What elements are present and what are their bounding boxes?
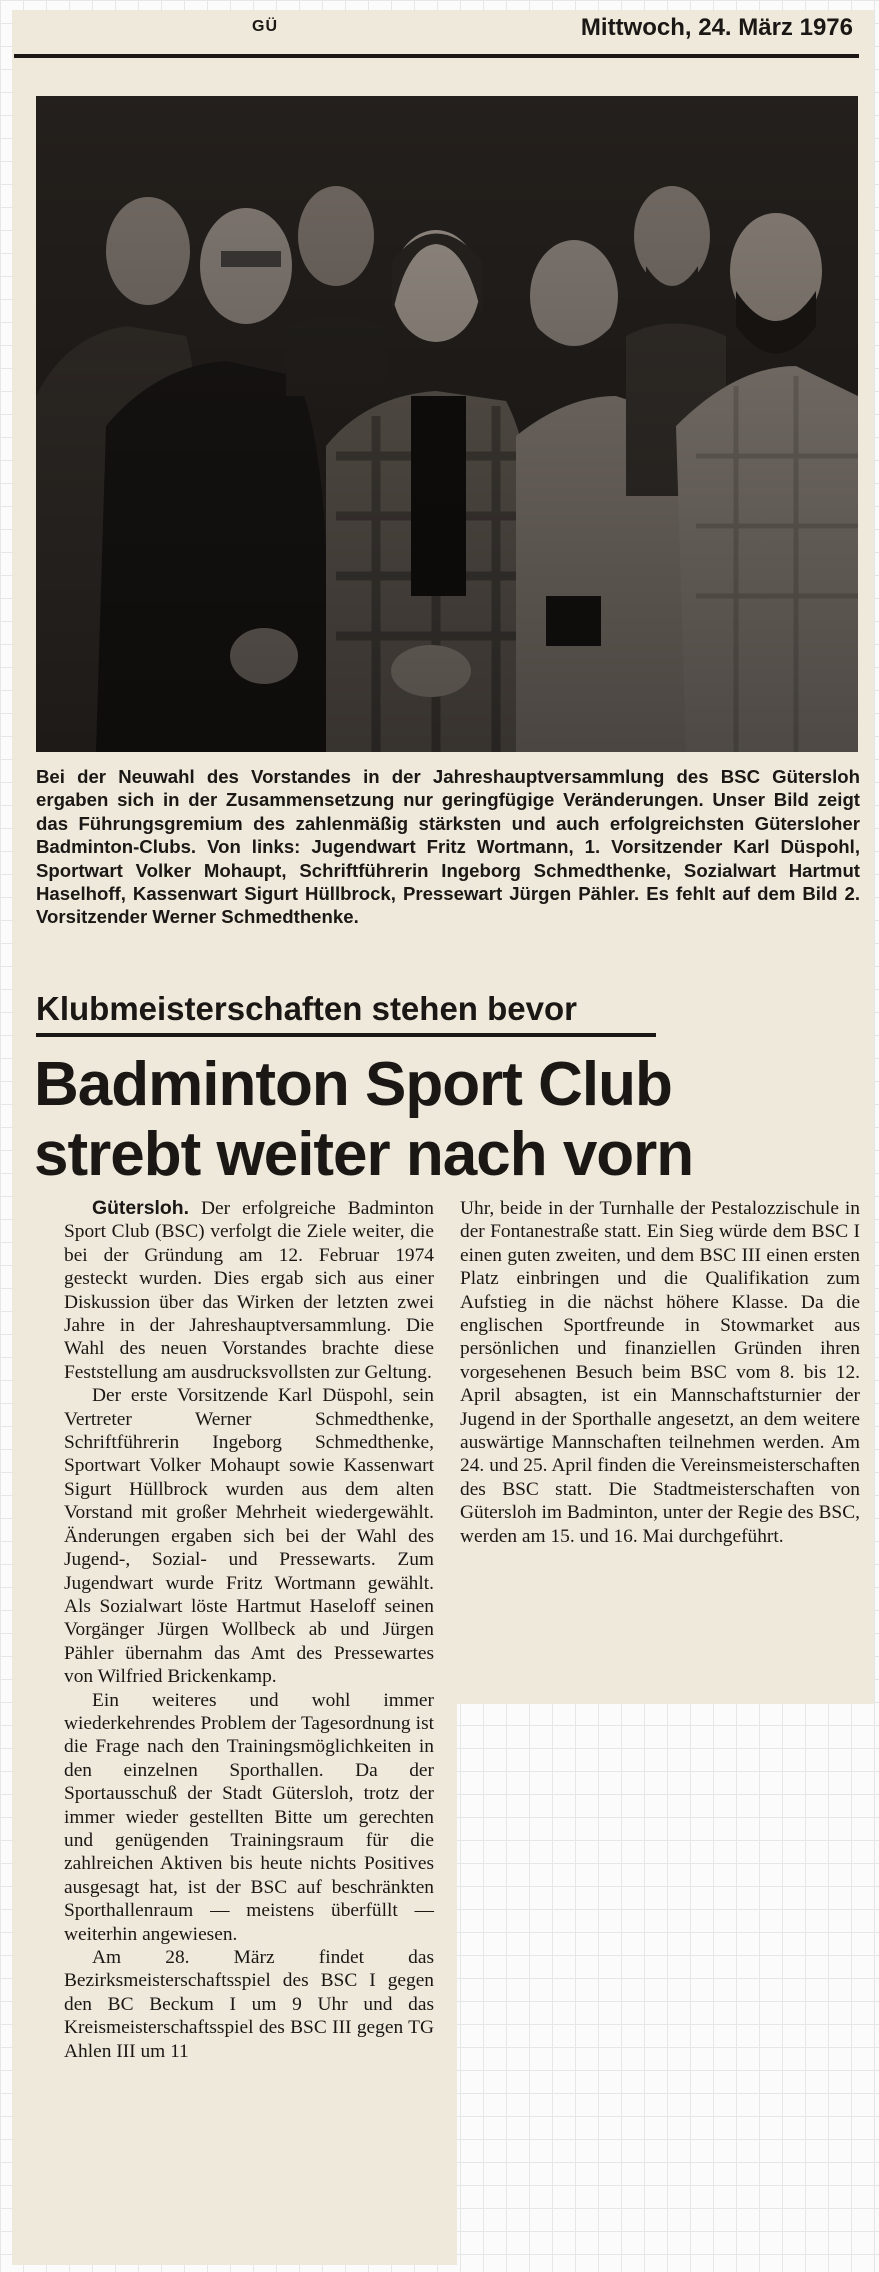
headline-line-2: strebt weiter nach vorn (34, 1120, 694, 1189)
paragraph-1 (64, 1197, 434, 1384)
paragraph-3: Ein weiteres und wohl immer wiederkehrendes Problem der Tagesordnung ist die Frage nach den Trainingsmöglichkeiten in den einzelnen Sporthallen. Da der Sportausschuß der Stadt Gütersloh, trotz der immer wieder gestellten Bitte um gerechten und genügenden Trainingsraum für die zahlreichen Aktiven bis heute nichts Positives ausgesagt hat, ist der BSC auf beschränkten Sporthallenraum — meistens überfüllt — weiterhin angewiesen. (64, 1689, 434, 1945)
photo-caption: Bei der Neuwahl des Vorstandes in der Jahreshauptversammlung des BSC Gütersloh ergaben sich in der Zusammensetzung nur geringfügige Veränderungen. Unser Bild zeigt das Führungsgremium des zahlenmäßig stärksten und auch erfolgreichsten Gütersloher Badminton-Clubs. Von links: Jugendwart Fritz Wortmann, 1. Vorsitzender Karl Düspohl, Sportwart Volker Mohaupt, Schriftführerin Ingeborg Schmedthenke, Sozialwart Hartmut Haselhoff, Kassenwart Sigurt Hüllbrock, Pressewart Jürgen Pähler. Es fehlt auf dem Bild 2. Vorsitzender Werner Schmedthenke. (36, 766, 860, 928)
masthead (14, 14, 859, 58)
team-photo-image (36, 96, 858, 752)
article-column-2 (460, 1197, 860, 1548)
article-headline (34, 1050, 864, 1190)
article-kicker: Klubmeisterschaften stehen bevor (36, 990, 656, 1037)
team-photo (36, 96, 858, 752)
dateline: Gütersloh. (92, 1197, 189, 1219)
paragraph-2: Der erste Vorsitzende Karl Düspohl, sein Vertreter Werner Schmedthenke, Schriftführerin Ingeborg Schmedthenke, Sportwart Volker Mohaupt sowie Kassenwart Sigurt Hüllbrock wurden aus dem alten Vorstand mit großer Mehrheit wiedergewählt. Änderungen ergaben sich bei der Wahl des Jugend-, Sozial- und Pressewarts. Zum Jugendwart wurde Fritz Wortmann gewählt. Als Sozialwart löste Hartmut Haseloff seinen Vorgänger Jürgen Wollbeck ab und Jürgen Pähler übernahm das Amt des Pressewartes von Wilfried Brickenkamp. (64, 1385, 434, 1688)
headline-line-1: Badminton Sport Club (34, 1050, 672, 1119)
paragraph-4: Am 28. März findet das Bezirksmeisterschaftsspiel des BSC I gegen den BC Beckum I um 9 Uhr und das Kreismeisterschaftsspiel des BSC III gegen TG Ahlen III um 11 (64, 1947, 434, 2062)
paragraph-5: Uhr, beide in der Turnhalle der Pestalozzischule in der Fontanestraße statt. Ein Sieg würde dem BSC I einen guten zweiten, und dem BSC III einen ersten Platz einbringen und die Qualifikation zum Aufstieg in die nächst höhere Klasse. Da die englischen Sportfreunde in Stowmarket aus persönlichen und finanziellen Gründen ihren vorgesehenen Besuch beim BSC vom 8. bis 12. April absagten, ist ein Mannschaftsturnier der Jugend in der Sporthalle angesetzt, an dem weitere auswärtige Mannschaften teilnehmen werden. Am 24. und 25. April finden die Vereinsmeisterschaften des BSC statt. Die Stadtmeisterschaften von Gütersloh im Badminton, unter der Regie des BSC, werden am 15. und 16. Mai durchgeführt. (460, 1198, 860, 1547)
article-column-1 (64, 1197, 434, 2063)
issue-date: Mittwoch, 24. März 1976 (580, 14, 853, 41)
page-marker: GÜ (252, 18, 278, 35)
paragraph-1-text: Der erfolgreiche Badminton Sport Club (BSC) verfolgt die Ziele weiter, die bei der Gründung am 12. Februar 1974 gesteckt wurden. Dies ergab sich aus einer Diskussion über das Wirken der letzten zwei Jahre in der Jahreshauptversammlung. Die Wahl des neuen Vorstandes brachte diese Feststellung am ausdrucksvollsten zur Geltung. (64, 1198, 434, 1383)
